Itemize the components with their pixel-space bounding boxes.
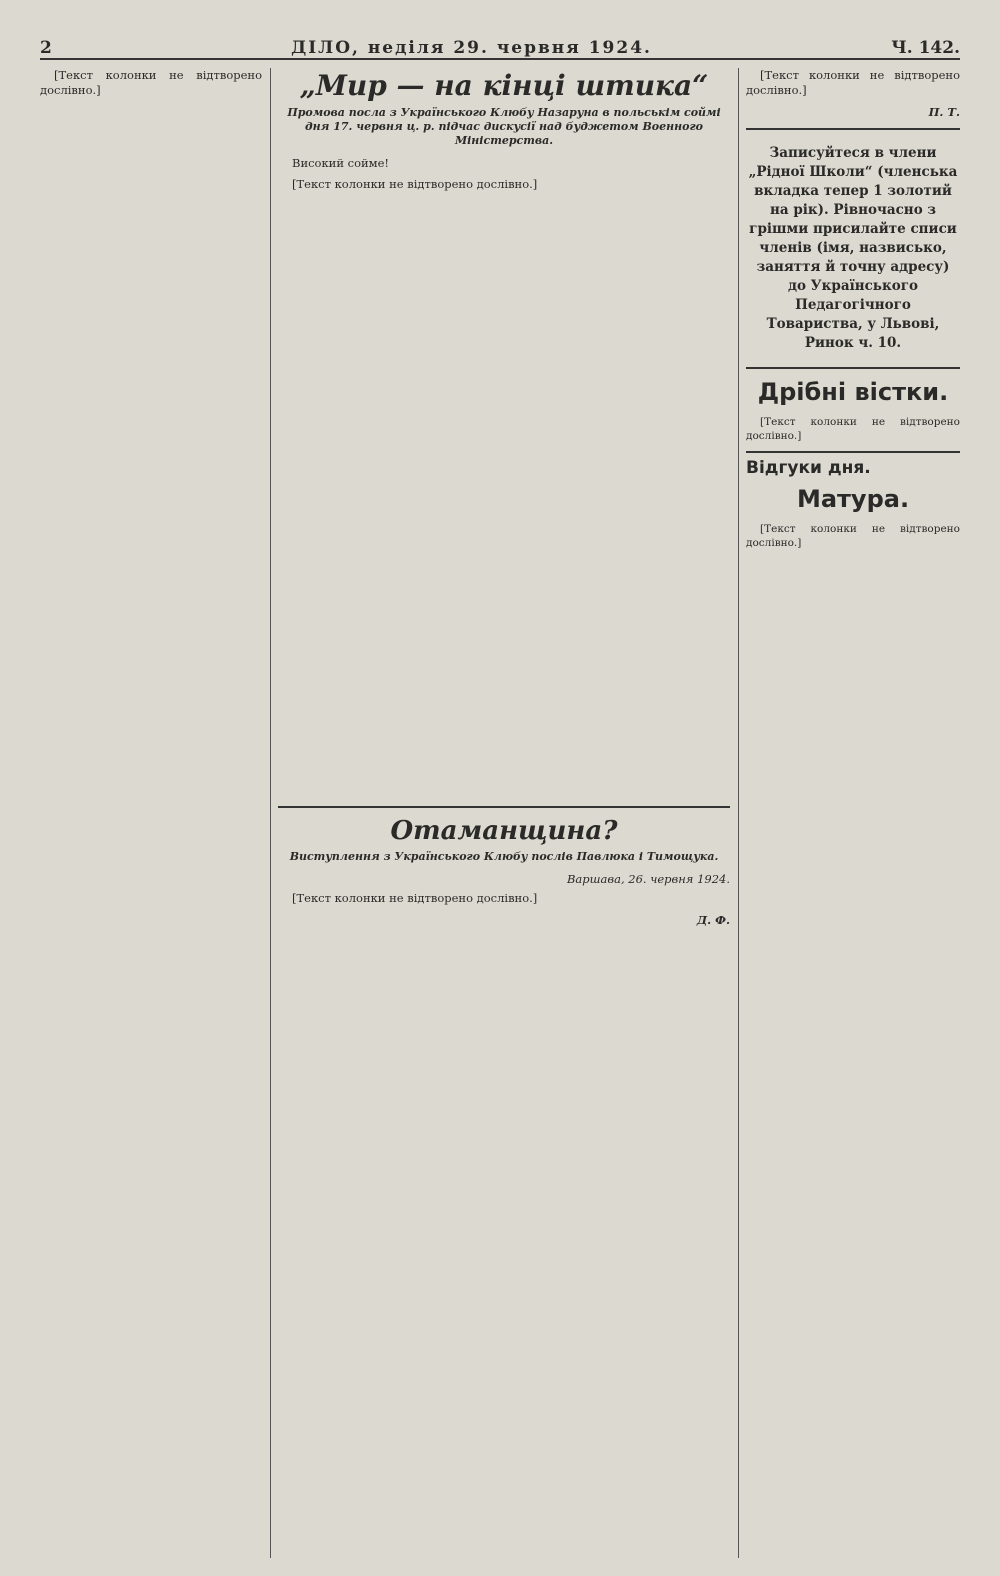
matura-text: [Текст колонки не відтворено дослівно.] [746,523,960,550]
notice-ridna-shkola: Записуйтеся в члени „Рідної Школи“ (членська вкладка тепер 1 золотий на рік). Рівночасно з грішми присилайте списи членів (імя, назвисько, заняття й точну адресу) до Українського Педагогічного Товариства, у Львові, Ринок ч. 10. [748,144,958,351]
article-text-mir: [Текст колонки не відтворено дослівно.] [292,177,538,192]
column-rule [738,68,739,1558]
article-text-otamanshchyna: [Текст колонки не відтворено дослівно.] [292,891,538,906]
article-dateline: Варшава, 26. червня 1924. [566,872,730,886]
section-divider [746,128,960,130]
section-title-news: Дрібні вістки. [757,377,949,406]
section-divider [278,806,730,808]
article-opening-mir: Високий сойме! [292,156,390,170]
column-1 [40,68,262,1558]
article-title-otamanshchyna: Отаманщина? [390,816,618,846]
article-subtitle-otamanshchyna: Виступлення з Українського Клюбу послів Павлюка і Тимощука. [289,850,719,863]
masthead: ДІЛО, неділя 29. червня 1924. [291,38,652,58]
article-title-mir: „Мир — на кінці штика“ [299,69,709,102]
column-2-3 [278,68,730,1558]
issue-number: Ч. 142. [891,38,960,58]
signature-pt: П. Т. [928,104,960,119]
page-header [40,30,960,60]
column-4 [746,68,960,1558]
column-1-text: [Текст колонки не відтворено дослівно.] [40,68,262,98]
column-rule [270,68,271,1558]
section-divider [746,367,960,369]
column-4-text: [Текст колонки не відтворено дослівно.] [746,68,960,98]
page-number: 2 [40,38,52,58]
article-title-matura: Матура. [796,485,910,514]
section-divider [746,451,960,453]
news-text: [Текст колонки не відтворено дослівно.] [746,415,960,442]
signature-df: Д. Ф. [696,912,730,927]
section-title-echoes: Відгуки дня. [746,457,871,478]
article-subtitle-mir: Промова посла з Українського Клюбу Назаруна в польськім соймі дня 17. червня ц. р. підчас дискусії над буджетом Военного Міністерства. [287,106,721,147]
